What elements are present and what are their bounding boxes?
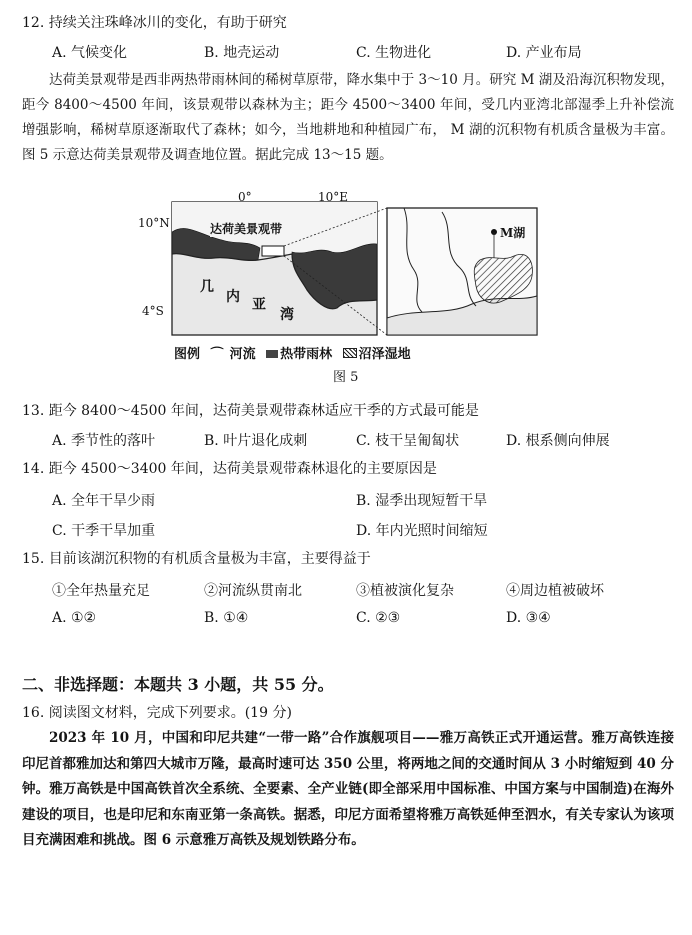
section-2-heading: 二、非选择题：本题共 3 小题，共 55 分。 (22, 675, 334, 694)
gulf-char-2: 内 (226, 289, 240, 305)
longitude-10e-label: 10°E (318, 190, 349, 204)
gulf-char-4: 湾 (280, 307, 294, 323)
q15-item-1: ①全年热量充足 (52, 583, 150, 599)
passage-jakarta-bandung-hsr: 2023 年 10 月，中国和印尼共建“一带一路”合作旗舰项目——雅万高铁正式开通运营。雅万高铁连接印尼首都雅加达和第四大城市万隆，最高时速可达 350 公里，将两地之间的交通时间从 3 小时缩短到 40 分钟。雅万高铁是中国高铁首次全系统、全要素、全产业链(即全部采用中国标准、中国方案与中国制造)在海外建设的项目，也是印尼和东南亚第一条高铁。据悉，印尼方面希望将雅万高铁延伸至泗水，有关专家认为该项目充满困难和挑战。图 6 示意雅万高铁及规划铁路分布。 (22, 730, 674, 848)
q12-option-c[interactable]: C. 生物进化 (356, 45, 432, 61)
q15-option-a[interactable]: A. ①② (52, 610, 97, 626)
gulf-char-3: 亚 (252, 297, 266, 313)
gulf-char-1: 几 (200, 279, 214, 295)
q13-option-a[interactable]: A. 季节性的落叶 (52, 433, 156, 449)
legend-wetland: 沼泽湿地 (358, 347, 411, 362)
passage-dahomey-gap: 达荷美景观带是西非两热带雨林间的稀树草原带，降水集中于 3～10 月。研究 M 湖及沿海沉积物发现，距今 8400～4500 年间，该景观带以森林为主；距今 4500～3400 年间，受几内亚湾北部湿季上升补偿流增强影响，稀树草原逐渐取代了森林；如今，当地耕地和种植园广布， M 湖的沉积物有机质含量极为丰富。图 5 示意达荷美景观带及调查地位置。据此完成 13～15 题。 (22, 72, 674, 163)
q15-option-b[interactable]: B. ①④ (204, 610, 249, 626)
dahomey-gap-box (262, 246, 284, 256)
q14-option-c[interactable]: C. 干季干旱加重 (52, 523, 156, 539)
dahomey-gap-label: 达荷美景观带 (210, 222, 283, 236)
figure-5-map (138, 190, 572, 338)
latitude-4s-label: 4°S (142, 304, 164, 318)
q12-option-d[interactable]: D. 产业布局 (506, 45, 582, 61)
question-15-stem: 15. 目前该湖沉积物的有机质含量极为丰富，主要得益于 (22, 551, 371, 567)
legend-rainforest: 热带雨林 (280, 347, 333, 362)
q13-option-b[interactable]: B. 叶片退化成刺 (204, 433, 308, 449)
q13-option-c[interactable]: C. 枝干呈匍匐状 (356, 433, 460, 449)
question-16-stem: 16. 阅读图文材料，完成下列要求。(19 分) (22, 705, 292, 721)
question-13-stem: 13. 距今 8400～4500 年间，达荷美景观带森林适应干季的方式最可能是 (22, 403, 479, 419)
q12-option-b[interactable]: B. 地壳运动 (204, 45, 280, 61)
q15-option-d[interactable]: D. ③④ (506, 610, 551, 626)
legend-river: 河流 (229, 347, 256, 362)
figure-5-caption: 图 5 (333, 370, 359, 385)
q15-item-4: ④周边植被破坏 (506, 583, 604, 599)
question-12-stem: 12. 持续关注珠峰冰川的变化，有助于研究 (22, 15, 287, 31)
question-14-stem: 14. 距今 4500～3400 年间，达荷美景观带森林退化的主要原因是 (22, 461, 437, 477)
q14-option-d[interactable]: D. 年内光照时间缩短 (356, 523, 488, 539)
figure-5-legend (174, 343, 417, 362)
q15-item-2: ②河流纵贯南北 (204, 583, 302, 599)
q13-option-d[interactable]: D. 根系侧向伸展 (506, 433, 610, 449)
legend-title: 图例 (174, 347, 201, 362)
wetland-icon (343, 348, 357, 358)
q15-option-c[interactable]: C. ②③ (356, 610, 401, 626)
river-icon: ⌒ (210, 347, 224, 362)
q15-item-3: ③植被演化复杂 (356, 583, 454, 599)
q12-option-a[interactable]: A. 气候变化 (52, 45, 128, 61)
q14-option-b[interactable]: B. 湿季出现短暂干旱 (356, 493, 488, 509)
q14-option-a[interactable]: A. 全年干旱少雨 (52, 493, 156, 509)
m-lake-label: M湖 (500, 226, 526, 240)
longitude-0-label: 0° (238, 190, 252, 204)
latitude-10n-label: 10°N (138, 216, 170, 230)
rainforest-icon (266, 350, 278, 358)
